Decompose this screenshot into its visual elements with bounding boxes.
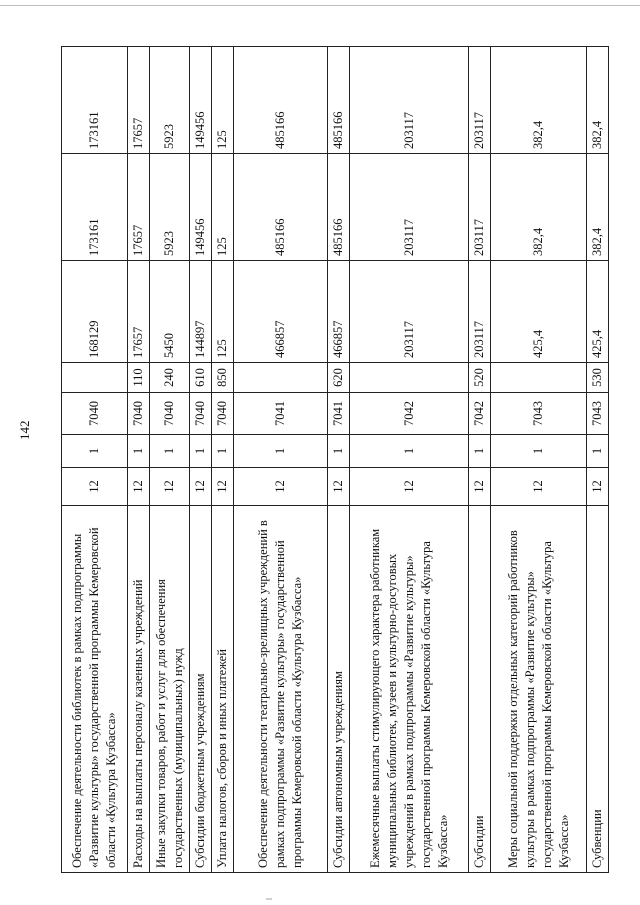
expense-type-cell bbox=[234, 363, 328, 393]
table-row bbox=[234, 47, 328, 873]
section-code-cell: 12 bbox=[328, 468, 350, 506]
subsection-code-cell: 1 bbox=[587, 435, 609, 468]
section-code-cell: 12 bbox=[212, 468, 234, 506]
top-rule bbox=[0, 5, 640, 6]
amount-year1-cell: 203117 bbox=[350, 261, 469, 363]
amount-year3-cell: 382,4 bbox=[587, 47, 609, 154]
amount-year3-cell: 17657 bbox=[128, 47, 150, 154]
row-name-cell: Расходы на выплаты персоналу казенных учреждений bbox=[128, 506, 150, 873]
target-item-cell: 7042 bbox=[469, 393, 491, 435]
table-row bbox=[212, 47, 234, 873]
amount-year3-cell: 173161 bbox=[62, 47, 128, 154]
row-name-cell: Субсидии бюджетным учреждениям bbox=[190, 506, 212, 873]
section-code-cell: 12 bbox=[234, 468, 328, 506]
expense-type-cell: 610 bbox=[190, 363, 212, 393]
amount-year3-cell: 485166 bbox=[328, 47, 350, 154]
table-row bbox=[469, 47, 491, 873]
amount-year1-cell: 425,4 bbox=[587, 261, 609, 363]
scan-artifact bbox=[266, 898, 272, 900]
amount-year2-cell: 485166 bbox=[234, 154, 328, 261]
target-item-cell: 7043 bbox=[587, 393, 609, 435]
expense-type-cell: 530 bbox=[587, 363, 609, 393]
amount-year3-cell: 203117 bbox=[469, 47, 491, 154]
target-item-cell: 7040 bbox=[212, 393, 234, 435]
amount-year1-cell: 203117 bbox=[469, 261, 491, 363]
subsection-code-cell: 1 bbox=[128, 435, 150, 468]
target-item-cell: 7042 bbox=[350, 393, 469, 435]
subsection-code-cell: 1 bbox=[469, 435, 491, 468]
amount-year2-cell: 382,4 bbox=[587, 154, 609, 261]
row-name-cell: Субсидии bbox=[469, 506, 491, 873]
table-row bbox=[491, 47, 587, 873]
budget-table bbox=[61, 46, 609, 873]
amount-year1-cell: 466857 bbox=[328, 261, 350, 363]
expense-type-cell: 850 bbox=[212, 363, 234, 393]
section-code-cell: 12 bbox=[190, 468, 212, 506]
amount-year1-cell: 168129 bbox=[62, 261, 128, 363]
section-code-cell: 12 bbox=[128, 468, 150, 506]
amount-year3-cell: 485166 bbox=[234, 47, 328, 154]
section-code-cell: 12 bbox=[62, 468, 128, 506]
target-item-cell: 7043 bbox=[491, 393, 587, 435]
table-row bbox=[150, 47, 190, 873]
target-item-cell: 7040 bbox=[128, 393, 150, 435]
amount-year1-cell: 5450 bbox=[150, 261, 190, 363]
amount-year2-cell: 5923 bbox=[150, 154, 190, 261]
table-row bbox=[62, 47, 128, 873]
amount-year1-cell: 425,4 bbox=[491, 261, 587, 363]
expense-type-cell: 240 bbox=[150, 363, 190, 393]
row-name-cell: Иные закупки товаров, работ и услуг для обеспечения государственных (муниципальных) нужд bbox=[150, 506, 190, 873]
subsection-code-cell: 1 bbox=[190, 435, 212, 468]
section-code-cell: 12 bbox=[587, 468, 609, 506]
subsection-code-cell: 1 bbox=[212, 435, 234, 468]
amount-year3-cell: 203117 bbox=[350, 47, 469, 154]
amount-year2-cell: 203117 bbox=[469, 154, 491, 261]
row-name-cell: Меры социальной поддержки отдельных категорий работников культуры в рамках подпрограммы «Развитие культуры» государственной программы Кемеровской области «Культура Кузбасса» bbox=[491, 506, 587, 873]
amount-year2-cell: 125 bbox=[212, 154, 234, 261]
budget-table-container bbox=[61, 47, 608, 873]
target-item-cell: 7041 bbox=[328, 393, 350, 435]
amount-year3-cell: 382,4 bbox=[491, 47, 587, 154]
table-row bbox=[350, 47, 469, 873]
table-row bbox=[190, 47, 212, 873]
amount-year2-cell: 173161 bbox=[62, 154, 128, 261]
page-number: 142 bbox=[17, 420, 32, 440]
target-item-cell: 7040 bbox=[190, 393, 212, 435]
subsection-code-cell: 1 bbox=[350, 435, 469, 468]
expense-type-cell bbox=[62, 363, 128, 393]
amount-year2-cell: 382,4 bbox=[491, 154, 587, 261]
amount-year3-cell: 149456 bbox=[190, 47, 212, 154]
expense-type-cell: 110 bbox=[128, 363, 150, 393]
row-name-cell: Ежемесячные выплаты стимулирующего характера работникам муниципальных библиотек, музеев и культурно-досуговых учреждений в рамках подпрограммы «Развитие культуры» государственной программы Кемеровской области «Культура Кузбасса» bbox=[350, 506, 469, 873]
row-name-cell: Обеспечение деятельности библиотек в рамках подпрограммы «Развитие культуры» государственной программы Кемеровской области «Культура Кузбасса» bbox=[62, 506, 128, 873]
section-code-cell: 12 bbox=[150, 468, 190, 506]
subsection-code-cell: 1 bbox=[328, 435, 350, 468]
amount-year2-cell: 485166 bbox=[328, 154, 350, 261]
subsection-code-cell: 1 bbox=[491, 435, 587, 468]
expense-type-cell: 620 bbox=[328, 363, 350, 393]
table-row bbox=[128, 47, 150, 873]
row-name-cell: Обеспечение деятельности театрально-зрелищных учреждений в рамках подпрограммы «Развитие культуры» государственной программы Кемеровской области «Культура Кузбасса» bbox=[234, 506, 328, 873]
section-code-cell: 12 bbox=[491, 468, 587, 506]
subsection-code-cell: 1 bbox=[234, 435, 328, 468]
section-code-cell: 12 bbox=[350, 468, 469, 506]
row-name-cell: Уплата налогов, сборов и иных платежей bbox=[212, 506, 234, 873]
amount-year1-cell: 144897 bbox=[190, 261, 212, 363]
subsection-code-cell: 1 bbox=[150, 435, 190, 468]
expense-type-cell bbox=[491, 363, 587, 393]
amount-year2-cell: 203117 bbox=[350, 154, 469, 261]
expense-type-cell bbox=[350, 363, 469, 393]
table-row bbox=[587, 47, 609, 873]
target-item-cell: 7041 bbox=[234, 393, 328, 435]
amount-year3-cell: 125 bbox=[212, 47, 234, 154]
target-item-cell: 7040 bbox=[62, 393, 128, 435]
amount-year1-cell: 466857 bbox=[234, 261, 328, 363]
row-name-cell: Субсидии автономным учреждениям bbox=[328, 506, 350, 873]
target-item-cell: 7040 bbox=[150, 393, 190, 435]
amount-year2-cell: 149456 bbox=[190, 154, 212, 261]
amount-year1-cell: 17657 bbox=[128, 261, 150, 363]
amount-year3-cell: 5923 bbox=[150, 47, 190, 154]
section-code-cell: 12 bbox=[469, 468, 491, 506]
expense-type-cell: 520 bbox=[469, 363, 491, 393]
amount-year2-cell: 17657 bbox=[128, 154, 150, 261]
table-row bbox=[328, 47, 350, 873]
amount-year1-cell: 125 bbox=[212, 261, 234, 363]
row-name-cell: Субвенции bbox=[587, 506, 609, 873]
subsection-code-cell: 1 bbox=[62, 435, 128, 468]
